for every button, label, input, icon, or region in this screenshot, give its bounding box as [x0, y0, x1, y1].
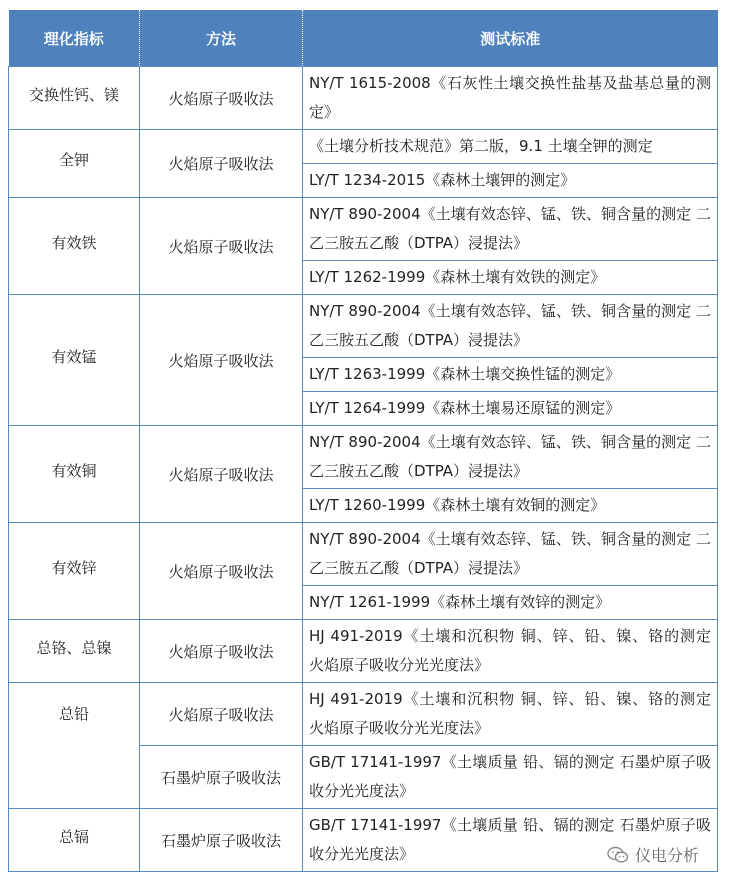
method-cell: 火焰原子吸收法	[140, 523, 303, 620]
standard-cell: 《土壤分析技术规范》第二版，9.1 土壤全钾的测定	[303, 130, 718, 164]
standard-cell: NY/T 890-2004《土壤有效态锌、锰、铁、铜含量的测定 二乙三胺五乙酸（DTPA）浸提法》	[303, 426, 718, 489]
standard-cell: GB/T 17141-1997《土壤质量 铅、镉的测定 石墨炉原子吸收分光光度法》	[303, 809, 718, 872]
table-row	[9, 198, 718, 261]
table-row	[9, 130, 718, 164]
header-method: 方法	[140, 10, 303, 67]
indicator-cell: 有效铁	[9, 198, 140, 295]
table-row	[9, 523, 718, 586]
indicator-cell: 总铅	[9, 683, 140, 809]
method-cell: 火焰原子吸收法	[140, 295, 303, 426]
method-cell: 石墨炉原子吸收法	[140, 809, 303, 872]
standards-table	[8, 10, 718, 872]
indicator-cell: 全钾	[9, 130, 140, 198]
header-indicator: 理化指标	[9, 10, 140, 67]
watermark	[607, 843, 699, 866]
wechat-icon	[607, 846, 629, 864]
indicator-cell: 有效锰	[9, 295, 140, 426]
standard-cell: GB/T 17141-1997《土壤质量 铅、镉的测定 石墨炉原子吸收分光光度法》	[303, 746, 718, 809]
standard-cell: LY/T 1260-1999《森林土壤有效铜的测定》	[303, 489, 718, 523]
standard-cell: LY/T 1262-1999《森林土壤有效铁的测定》	[303, 261, 718, 295]
standard-cell: HJ 491-2019《土壤和沉积物 铜、锌、铅、镍、铬的测定 火焰原子吸收分光光度法》	[303, 620, 718, 683]
indicator-cell: 总铬、总镍	[9, 620, 140, 683]
standard-cell: LY/T 1264-1999《森林土壤易还原锰的测定》	[303, 392, 718, 426]
standards-table-container	[8, 10, 717, 872]
header-standard: 测试标准	[303, 10, 718, 67]
watermark-text: 仪电分析	[634, 846, 699, 865]
indicator-cell: 交换性钙、镁	[9, 67, 140, 130]
standard-cell: NY/T 1615-2008《石灰性土壤交换性盐基及盐基总量的测定》	[303, 67, 718, 130]
standard-cell: HJ 491-2019《土壤和沉积物 铜、锌、铅、镍、铬的测定 火焰原子吸收分光光度法》	[303, 683, 718, 746]
method-cell: 火焰原子吸收法	[140, 67, 303, 130]
method-cell: 火焰原子吸收法	[140, 620, 303, 683]
table-row	[9, 67, 718, 130]
table-row	[9, 683, 718, 746]
standard-cell: NY/T 890-2004《土壤有效态锌、锰、铁、铜含量的测定 二乙三胺五乙酸（DTPA）浸提法》	[303, 198, 718, 261]
standard-cell: LY/T 1263-1999《森林土壤交换性锰的测定》	[303, 358, 718, 392]
standard-cell: NY/T 890-2004《土壤有效态锌、锰、铁、铜含量的测定 二乙三胺五乙酸（DTPA）浸提法》	[303, 523, 718, 586]
table-row	[9, 426, 718, 489]
method-cell: 石墨炉原子吸收法	[140, 746, 303, 809]
method-cell: 火焰原子吸收法	[140, 130, 303, 198]
indicator-cell: 总镉	[9, 809, 140, 872]
method-cell: 火焰原子吸收法	[140, 426, 303, 523]
table-row	[9, 295, 718, 358]
indicator-cell: 有效铜	[9, 426, 140, 523]
table-row	[9, 620, 718, 683]
standard-cell: NY/T 890-2004《土壤有效态锌、锰、铁、铜含量的测定 二乙三胺五乙酸（DTPA）浸提法》	[303, 295, 718, 358]
method-cell: 火焰原子吸收法	[140, 683, 303, 746]
standard-cell: NY/T 1261-1999《森林土壤有效锌的测定》	[303, 586, 718, 620]
table-header-row	[9, 10, 718, 67]
indicator-cell: 有效锌	[9, 523, 140, 620]
standard-cell: LY/T 1234-2015《森林土壤钾的测定》	[303, 164, 718, 198]
method-cell: 火焰原子吸收法	[140, 198, 303, 295]
